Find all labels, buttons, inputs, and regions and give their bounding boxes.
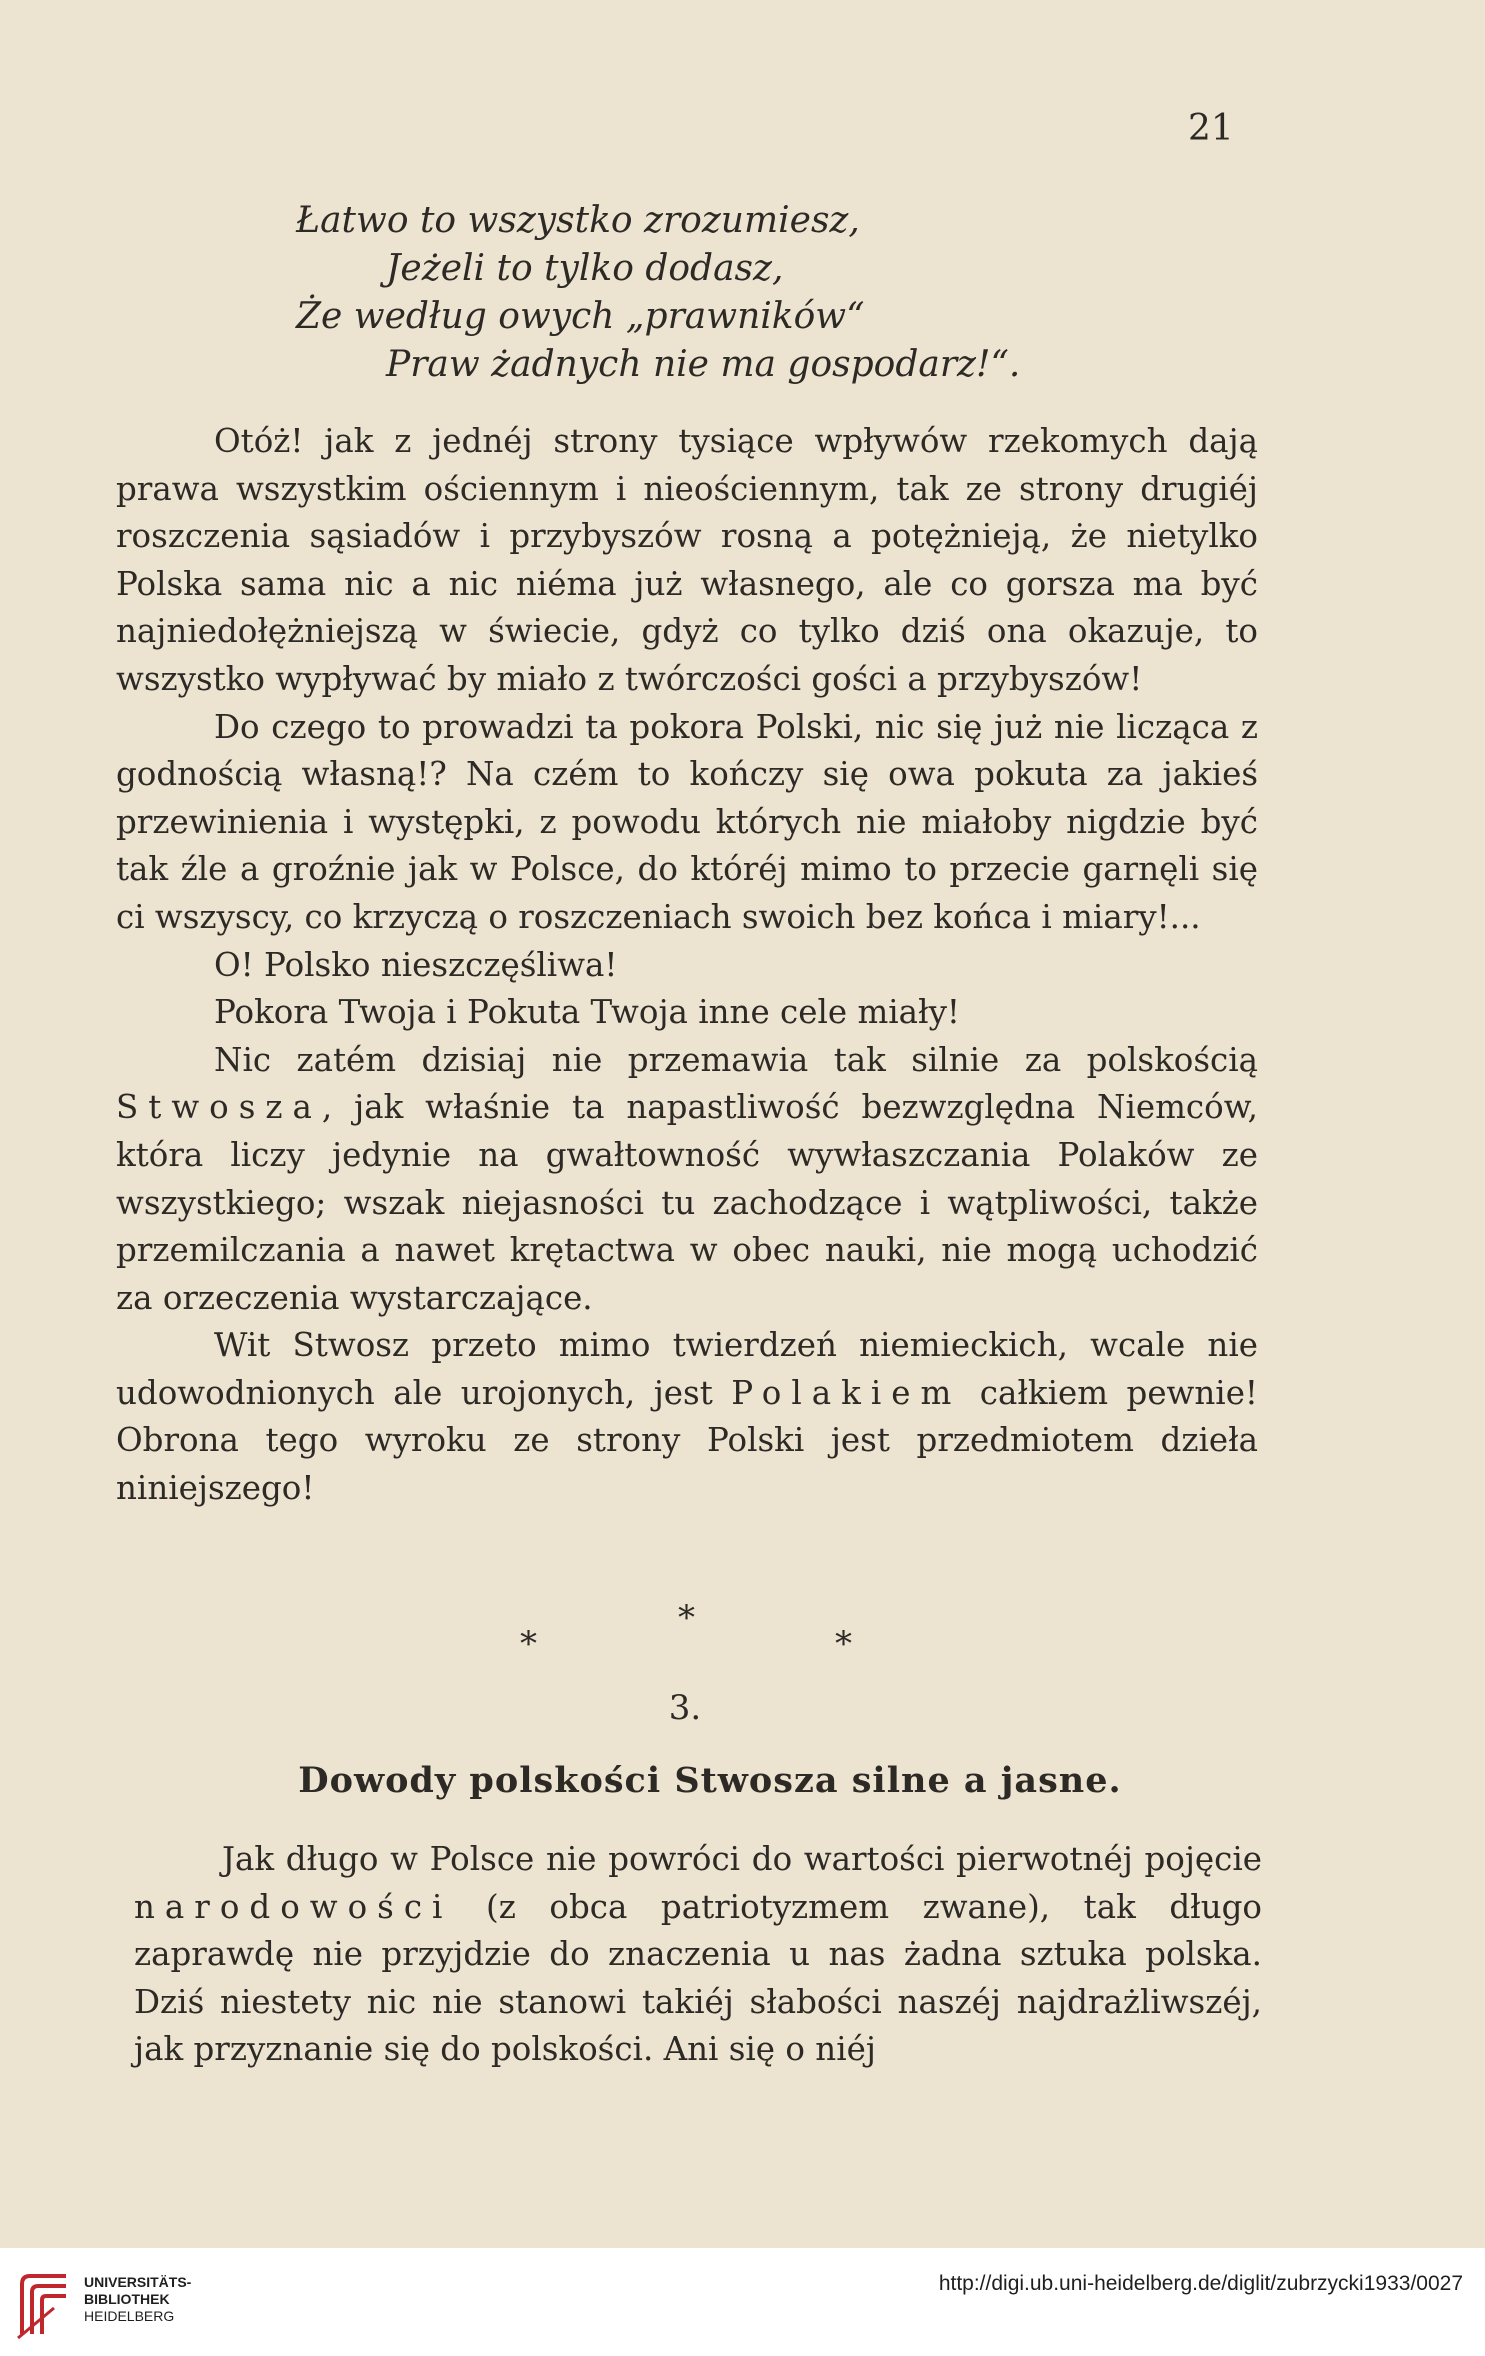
poem-line-3: Że według owych „prawników“ (296, 296, 865, 337)
stwosz-text-before: Nic zatém dzisiaj nie przemawia tak silnie za polskością (214, 1040, 1258, 1079)
polak-text-before: Wit Stwosz przeto mimo twierdzeń niemieckich, wcale nie udowodnionych ale urojonych, jest (116, 1326, 1258, 1412)
star-top: * (678, 1598, 695, 1638)
asterism-separator (500, 1598, 880, 1664)
section-title: Dowody polskości Stwosza silne a jasne. (298, 1760, 1122, 1801)
poem-line-4: Praw żadnych nie ma gospodarz!“. (386, 344, 1021, 385)
section-number: 3. (668, 1688, 702, 1728)
paragraph-jak-dlugo (134, 1836, 1262, 2074)
library-name-line-2: BIBLIOTHEK (84, 2291, 170, 2307)
polak-spaced-word: Polakiem (731, 1373, 962, 1412)
body-text (116, 418, 1258, 1513)
paragraph-o-polsko: O! Polsko nieszczęśliwa! (214, 945, 618, 984)
paragraph-otoz: Otóż! jak z jednéj strony tysiące wpływów rzekomych dają prawa wszystkim ościennym i nieościennym, tak ze strony drugiéj roszczenia sąsiadów i przybyszów rosną a potężnieją, że nietylko Polska sama nic a nic niéma już własnego, ale co gorsza ma być najniedołężniejszą w świecie, gdyż co tylko dziś ona okazuje, to wszystko wypływać by miało z twórczości gości a przybyszów! (116, 422, 1258, 698)
last-text-after: (z obca patriotyzmem zwane), tak długo zaprawdę nie przyjdzie do znaczenia u nas żadna sztuka polska. Dziś niestety nic nie stanowi takiéj słabości naszéj najdrażliwszéj, jak przyznanie się do polskości. Ani się o niéj (134, 1887, 1262, 2069)
library-logo-icon (14, 2270, 74, 2342)
star-right: * (835, 1624, 852, 1664)
polak-text-after: całkiem pewnie! Obrona tego wyroku ze strony Polski jest przedmiotem dzieła niniejszego! (116, 1373, 1258, 1508)
last-spaced-word: narodowości (134, 1887, 453, 1926)
library-name (84, 2274, 191, 2325)
paragraph-pokora-twoja: Pokora Twoja i Pokuta Twoja inne cele miały! (214, 993, 960, 1032)
paragraph-polak (116, 1322, 1258, 1512)
library-name-line-1: UNIVERSITÄTS- (84, 2274, 192, 2290)
poem-line-1: Łatwo to wszystko zrozumiesz, (296, 200, 860, 241)
star-left: * (520, 1624, 537, 1664)
page-number: 21 (1188, 108, 1234, 149)
paragraph-pokora: Do czego to prowadzi ta pokora Polski, nic się już nie licząca z godnością własną!? Na czém to kończy się owa pokuta za jakieś przewinienia i występki, z powodu których nie miałoby nigdzie być tak źle a groźnie jak w Polsce, do któréj mimo to przecie garnęli się ci wszyscy, co krzyczą o roszczeniach swoich bez końca i miary!... (116, 707, 1258, 936)
poem-line-2: Jeżeli to tylko dodasz, (386, 248, 784, 289)
paragraph-stwosz (116, 1037, 1258, 1323)
footer-bar (0, 2248, 1485, 2356)
stwosz-text-after: , jak właśnie ta napastliwość bezwzględna Niemców, która liczy jedynie na gwałtowność wywłaszczania Polaków ze wszystkiego; wszak niejasności tu zachodzące i wątpliwości, także przemilczania a nawet krętactwa w obec nauki, nie mogą uchodzić za orzeczenia wystarczające. (116, 1088, 1258, 1317)
last-text-before: Jak długo w Polsce nie powróci do wartości pierwotnéj pojęcie (222, 1840, 1262, 1878)
body-text-section (134, 1836, 1262, 2074)
library-name-line-3: HEIDELBERG (84, 2308, 175, 2324)
source-url-link[interactable]: http://digi.ub.uni-heidelberg.de/diglit/zubrzycki1933/0027 (938, 2272, 1463, 2295)
stwosz-spaced-word: Stwosza (116, 1088, 322, 1127)
